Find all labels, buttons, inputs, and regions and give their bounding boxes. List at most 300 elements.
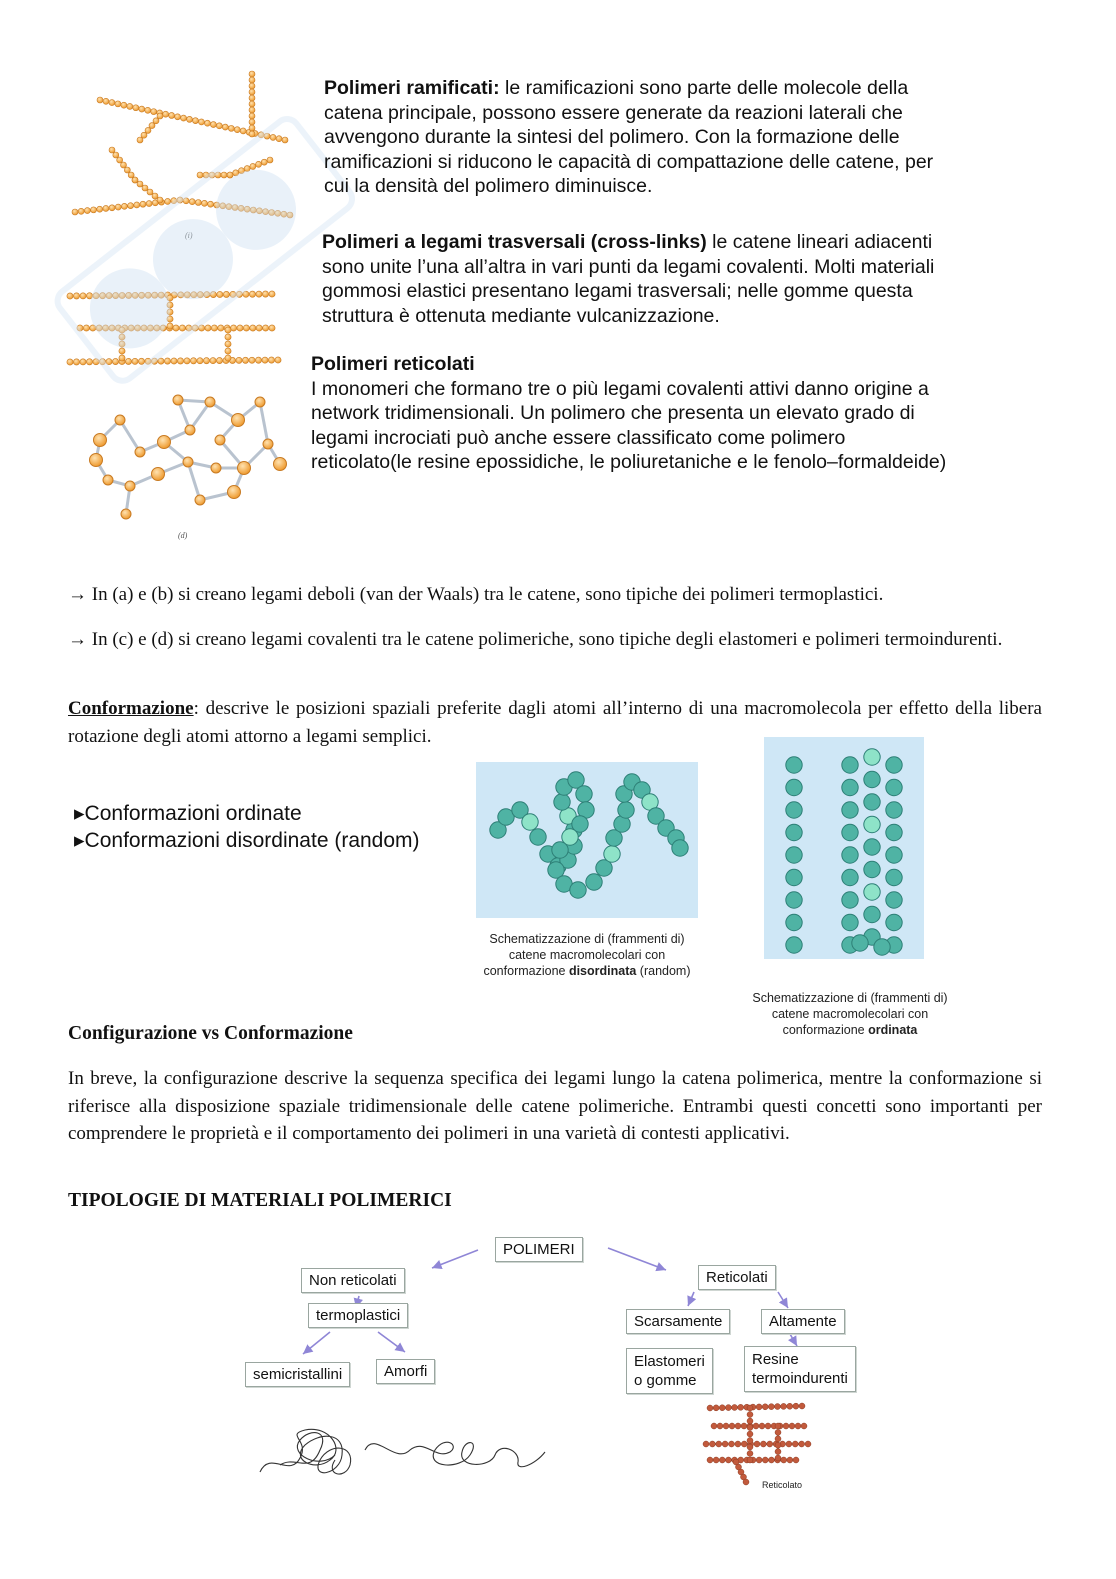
bead xyxy=(237,325,243,331)
bead xyxy=(153,118,159,124)
bead xyxy=(135,447,145,457)
bead xyxy=(741,1441,747,1447)
bead xyxy=(86,293,92,299)
bead xyxy=(672,840,688,856)
amorphous-chain-scribbles xyxy=(250,1420,560,1490)
bead xyxy=(211,325,217,331)
bead xyxy=(722,1441,728,1447)
bead xyxy=(756,1404,762,1410)
bead xyxy=(759,1423,765,1429)
bead xyxy=(225,334,231,340)
bead xyxy=(67,359,73,365)
bead xyxy=(80,359,86,365)
bead xyxy=(783,1423,789,1429)
bead xyxy=(781,1457,787,1463)
network-polymer-drawing xyxy=(90,395,287,519)
bead xyxy=(225,327,231,333)
bead xyxy=(73,293,79,299)
bead xyxy=(864,861,880,877)
bead xyxy=(232,414,245,427)
bead xyxy=(216,123,222,129)
bead xyxy=(249,125,255,131)
bead xyxy=(215,435,225,445)
bead xyxy=(765,1423,771,1429)
bead xyxy=(735,1441,741,1447)
bead xyxy=(864,771,880,787)
bead xyxy=(232,205,238,211)
network-polymers-text xyxy=(311,352,951,475)
bead xyxy=(255,397,265,407)
bullet-random: ▸Conformazioni disordinate (random) xyxy=(74,829,420,852)
bead xyxy=(146,201,152,207)
bead xyxy=(886,779,902,795)
bead xyxy=(225,355,231,361)
bead xyxy=(152,292,158,298)
bead xyxy=(842,869,858,885)
bead xyxy=(197,172,203,178)
bead xyxy=(152,468,165,481)
bead xyxy=(67,293,73,299)
bead xyxy=(178,292,184,298)
bead xyxy=(187,116,193,122)
bead xyxy=(230,291,236,297)
node-semicristallini: semicristallini xyxy=(245,1362,350,1387)
bead xyxy=(103,98,109,104)
bead xyxy=(133,105,139,111)
bead xyxy=(775,1449,781,1455)
bead xyxy=(711,1423,717,1429)
bead xyxy=(842,824,858,840)
bead xyxy=(287,212,293,218)
bead xyxy=(738,1404,744,1410)
bead xyxy=(128,325,134,331)
bead xyxy=(204,292,210,298)
bead xyxy=(171,358,177,364)
bead xyxy=(747,1451,753,1457)
bead xyxy=(147,189,153,195)
bead xyxy=(703,1441,709,1447)
bead xyxy=(191,292,197,298)
bead xyxy=(242,357,248,363)
heading-config-vs-conformation: Configurazione vs Conformazione xyxy=(68,1023,353,1044)
bead xyxy=(725,1405,731,1411)
bead xyxy=(586,874,602,890)
bead xyxy=(774,1404,780,1410)
bead xyxy=(747,1425,753,1431)
bead xyxy=(243,291,249,297)
bead xyxy=(220,203,226,209)
bead xyxy=(864,884,880,900)
bead xyxy=(522,814,538,830)
bead xyxy=(786,802,802,818)
bead xyxy=(263,325,269,331)
node-amorfi: Amorfi xyxy=(376,1359,435,1384)
ordered-conformation-image xyxy=(764,737,924,959)
bead xyxy=(208,201,214,207)
bead xyxy=(119,292,125,298)
bead xyxy=(768,1457,774,1463)
bead xyxy=(729,1423,735,1429)
bead xyxy=(113,152,119,158)
bead xyxy=(94,434,107,447)
bead xyxy=(775,1429,781,1435)
bead xyxy=(128,203,134,209)
bead xyxy=(121,509,131,519)
bead xyxy=(269,210,275,216)
bead xyxy=(262,291,268,297)
bead xyxy=(192,325,198,331)
bead xyxy=(747,1418,753,1424)
bead xyxy=(886,802,902,818)
bead xyxy=(789,1423,795,1429)
bead xyxy=(77,325,83,331)
bead xyxy=(119,327,125,333)
bead xyxy=(249,77,255,83)
bead xyxy=(135,325,141,331)
bead xyxy=(263,209,269,215)
bead xyxy=(805,1441,811,1447)
bead xyxy=(228,125,234,131)
bead xyxy=(96,325,102,331)
bead xyxy=(210,358,216,364)
bead xyxy=(735,1423,741,1429)
bead xyxy=(864,906,880,922)
bead xyxy=(842,847,858,863)
bead xyxy=(121,162,127,168)
bead xyxy=(747,1438,753,1444)
bead xyxy=(177,358,183,364)
bead xyxy=(167,302,173,308)
bead xyxy=(228,486,241,499)
bead xyxy=(747,1457,753,1463)
bead xyxy=(570,882,586,898)
bond xyxy=(120,420,140,452)
bead xyxy=(78,208,84,214)
bead xyxy=(145,127,151,133)
bead xyxy=(267,157,273,163)
bead xyxy=(713,1457,719,1463)
bead xyxy=(719,1457,725,1463)
bead xyxy=(171,198,177,204)
bead xyxy=(186,325,192,331)
bead xyxy=(250,163,256,169)
bead xyxy=(233,170,239,176)
conformation-definition: : descrive le posizioni spaziali preferite dagli atomi all’interno di una macromolecola per effetto della libera rotazione degli atomi attorno a legami semplici. xyxy=(68,698,1042,747)
bead xyxy=(786,937,802,953)
bead xyxy=(231,325,237,331)
bead xyxy=(256,291,262,297)
bead xyxy=(249,101,255,107)
bead xyxy=(99,359,105,365)
caption-ordered: Schematizzazione di (frammenti di) catene macromolecolari con conformazione ordinata xyxy=(752,991,948,1037)
bead xyxy=(141,325,147,331)
bead xyxy=(109,100,115,106)
bead xyxy=(198,119,204,125)
bead xyxy=(864,816,880,832)
bead xyxy=(786,869,802,885)
bead xyxy=(793,1403,799,1409)
bead xyxy=(214,202,220,208)
bead xyxy=(234,127,240,133)
bead xyxy=(138,358,144,364)
bead xyxy=(154,325,160,331)
bead xyxy=(205,325,211,331)
bead xyxy=(203,172,209,178)
bead xyxy=(732,1404,738,1410)
bead xyxy=(205,397,215,407)
bead xyxy=(97,206,103,212)
branched-polymer-drawing xyxy=(72,71,293,218)
bead xyxy=(203,358,209,364)
bead xyxy=(238,205,244,211)
bead xyxy=(753,1423,759,1429)
polymer-structures-figure xyxy=(60,60,310,550)
bead xyxy=(262,357,268,363)
bead xyxy=(786,847,802,863)
bead xyxy=(132,358,138,364)
bead xyxy=(775,1436,781,1442)
bead xyxy=(530,829,546,845)
bead xyxy=(786,914,802,930)
bead xyxy=(183,198,189,204)
bead xyxy=(167,323,173,329)
bead xyxy=(103,325,109,331)
bead xyxy=(127,103,133,109)
conformation-term: Conformazione xyxy=(68,698,194,719)
bead xyxy=(185,425,195,435)
bead xyxy=(93,359,99,365)
bead xyxy=(195,495,205,505)
bead xyxy=(226,204,232,210)
bead xyxy=(842,892,858,908)
bead xyxy=(181,115,187,121)
bead xyxy=(864,794,880,810)
bead xyxy=(275,210,281,216)
bead xyxy=(852,935,868,951)
bead xyxy=(269,291,275,297)
bead xyxy=(249,131,255,137)
bead xyxy=(190,358,196,364)
bead xyxy=(103,475,113,485)
bead xyxy=(115,204,121,210)
bead xyxy=(115,101,121,107)
bead xyxy=(725,1457,731,1463)
bond xyxy=(260,402,268,444)
bead xyxy=(792,1441,798,1447)
bead xyxy=(799,1441,805,1447)
bead xyxy=(90,454,103,467)
bead xyxy=(249,107,255,113)
bead xyxy=(137,181,143,187)
node-polimeri: POLIMERI xyxy=(495,1237,583,1262)
bead xyxy=(167,309,173,315)
bead xyxy=(109,205,115,211)
bead xyxy=(270,134,276,140)
bond xyxy=(188,462,200,500)
bead xyxy=(163,111,169,117)
bead xyxy=(238,168,244,174)
figure-label-i: (i) xyxy=(185,231,193,240)
bead xyxy=(119,341,125,347)
node-scarsamente: Scarsamente xyxy=(626,1309,730,1334)
bead xyxy=(747,1412,753,1418)
bead xyxy=(113,292,119,298)
bead xyxy=(762,1404,768,1410)
bead xyxy=(124,167,130,173)
bead xyxy=(886,824,902,840)
bead xyxy=(282,137,288,143)
bead xyxy=(604,846,620,862)
bead xyxy=(775,1455,781,1461)
bead xyxy=(256,161,262,167)
bead xyxy=(189,199,195,205)
bead xyxy=(269,325,275,331)
bead xyxy=(743,1479,749,1485)
node-elastomeri: Elastomeri o gomme xyxy=(626,1348,713,1394)
bead xyxy=(723,1423,729,1429)
bead xyxy=(842,757,858,773)
bead xyxy=(106,359,112,365)
network-title: Polimeri reticolati xyxy=(311,353,475,375)
bead xyxy=(250,325,256,331)
bead xyxy=(786,757,802,773)
bead xyxy=(125,481,135,491)
bead xyxy=(103,205,109,211)
bead xyxy=(243,325,249,331)
bead xyxy=(99,293,105,299)
bead xyxy=(281,211,287,217)
reticolato-label: Reticolato xyxy=(762,1480,803,1490)
bead xyxy=(215,172,221,178)
bead xyxy=(128,172,134,178)
bead xyxy=(799,1403,805,1409)
bead xyxy=(183,457,193,467)
bead xyxy=(158,436,171,449)
bead xyxy=(109,147,115,153)
bead xyxy=(192,118,198,124)
bead xyxy=(147,325,153,331)
bead xyxy=(775,1442,781,1448)
bead xyxy=(717,1423,723,1429)
bead xyxy=(84,208,90,214)
bead xyxy=(747,1444,753,1450)
bead xyxy=(132,292,138,298)
bead xyxy=(261,159,267,165)
heading-polymer-types: TIPOLOGIE DI MATERIALI POLIMERICI xyxy=(68,1190,452,1211)
bead xyxy=(618,802,634,818)
crosslink-title: Polimeri a legami trasversali (cross-links) xyxy=(322,231,707,253)
bead xyxy=(139,106,145,112)
node-resine: Resine termoindurenti xyxy=(744,1346,856,1392)
bead xyxy=(268,357,274,363)
conformation-bullet-list xyxy=(74,800,420,854)
bead xyxy=(786,1441,792,1447)
bullet-ordered: ▸Conformazioni ordinate xyxy=(74,802,302,825)
node-termoplastici: termoplastici xyxy=(308,1303,408,1328)
bead xyxy=(249,357,255,363)
bead xyxy=(719,1405,725,1411)
bead xyxy=(263,439,273,449)
bead xyxy=(152,193,158,199)
bead xyxy=(145,358,151,364)
bead xyxy=(80,293,86,299)
bead xyxy=(552,842,568,858)
bead xyxy=(781,1403,787,1409)
network-description: I monomeri che formano tre o più legami covalenti attivi danno origine a network tridimensionali. Un polimero che presenta un elevato grado di legami incrociati può anche essere classificato come polimero reticolato(le resine epossidiche, le poliuretaniche e le fenolo–formaldeide) xyxy=(311,377,947,473)
bead xyxy=(249,83,255,89)
branched-title: Polimeri ramificati: xyxy=(324,77,500,99)
bead xyxy=(151,109,157,115)
bead xyxy=(244,206,250,212)
bead xyxy=(864,749,880,765)
bead xyxy=(225,341,231,347)
bead xyxy=(91,207,97,213)
bead xyxy=(221,172,227,178)
bead xyxy=(173,325,179,331)
bead xyxy=(842,914,858,930)
bead xyxy=(842,802,858,818)
bead xyxy=(210,122,216,128)
bead xyxy=(886,757,902,773)
bead xyxy=(151,358,157,364)
bead xyxy=(707,1405,713,1411)
bead xyxy=(249,113,255,119)
bead xyxy=(197,358,203,364)
bead xyxy=(786,892,802,908)
bead xyxy=(169,112,175,118)
bead xyxy=(106,293,112,299)
bead xyxy=(249,71,255,77)
bead xyxy=(801,1423,807,1429)
bead xyxy=(238,462,251,475)
bead xyxy=(121,102,127,108)
bead xyxy=(886,914,902,930)
bead xyxy=(179,325,185,331)
bead xyxy=(886,847,902,863)
bead xyxy=(576,786,592,802)
bead xyxy=(842,779,858,795)
bead xyxy=(787,1457,793,1463)
bead xyxy=(73,359,79,365)
bead xyxy=(217,291,223,297)
bead xyxy=(886,892,902,908)
bead xyxy=(768,1404,774,1410)
caption-random: Schematizzazione di (frammenti di) catene macromolecolari con conformazione disordinata (random) xyxy=(483,932,691,978)
bead xyxy=(126,292,132,298)
paragraph-weak-bonds: → In (a) e (b) si creano legami deboli (van der Waals) tra le catene, sono tipiche dei polimeri termoplastici. xyxy=(68,584,884,605)
bead xyxy=(249,95,255,101)
bead xyxy=(707,1457,713,1463)
bead xyxy=(216,357,222,363)
bead xyxy=(86,359,92,365)
bead xyxy=(864,839,880,855)
bead xyxy=(747,1431,753,1437)
bead xyxy=(173,395,183,405)
bead xyxy=(795,1423,801,1429)
bead xyxy=(160,325,166,331)
bead xyxy=(141,132,147,138)
bead xyxy=(142,185,148,191)
bead xyxy=(264,133,270,139)
bead xyxy=(874,939,890,955)
bead xyxy=(256,325,262,331)
bead xyxy=(256,208,262,214)
figure-label-d: (d) xyxy=(178,531,188,540)
bead xyxy=(250,207,256,213)
bead xyxy=(137,137,143,143)
bead xyxy=(554,794,570,810)
bead xyxy=(117,157,123,163)
